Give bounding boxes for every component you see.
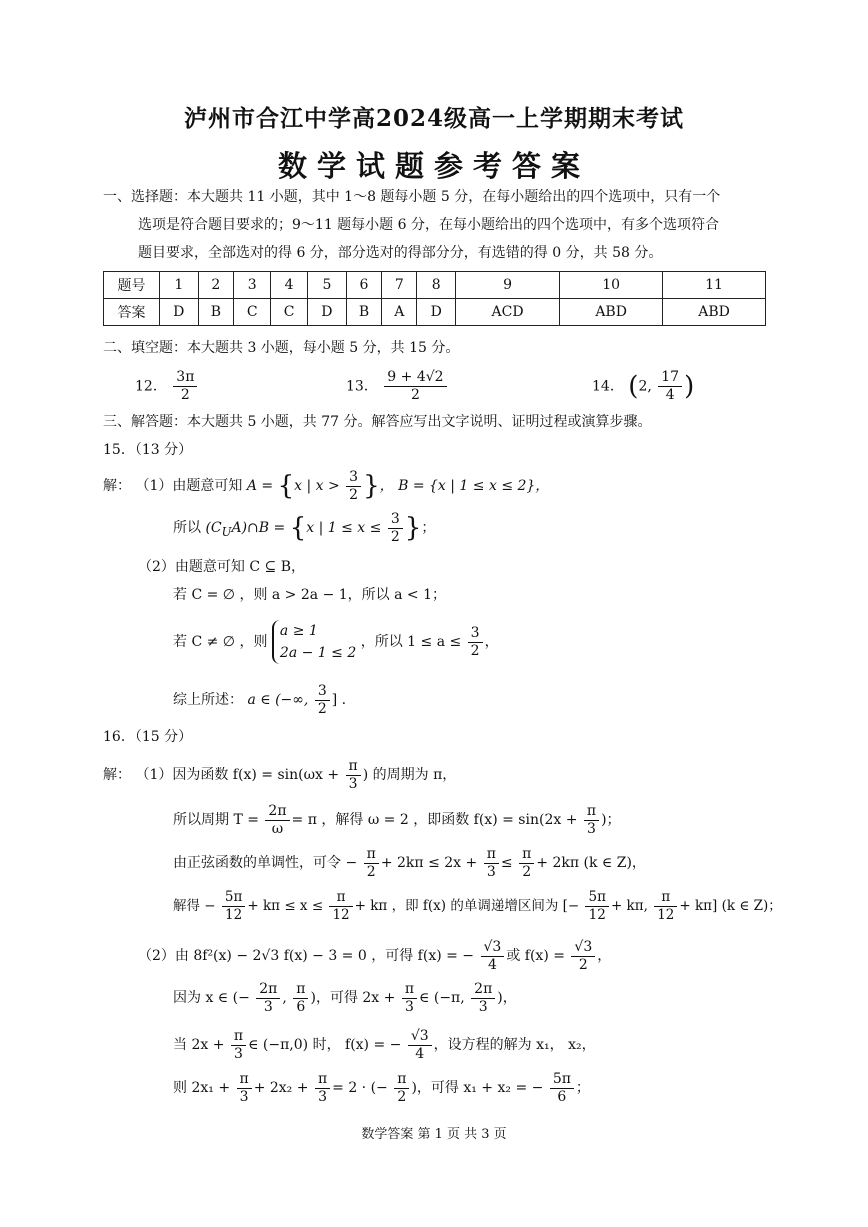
fill-answer-14: 14． (2, $\frac{17}{4}$ ) xyxy=(592,369,695,403)
table-cell: C xyxy=(271,299,308,326)
q15-p1-text: （1）由题意可知 xyxy=(135,478,243,494)
table-row-numbers xyxy=(104,272,766,299)
q16-fraction: $\frac{\pi}{3}$ xyxy=(315,1071,330,1106)
q15-fraction: $\frac{3}{2}$ xyxy=(388,511,403,546)
page-footer: 数学答案 第 1 页 共 3 页 xyxy=(361,1127,507,1142)
fill-answer-12 xyxy=(135,369,199,404)
section3-heading: 三、解答题：本大题共 5 小题，共 77 分。解答应写出文字说明、证明过程或演算步骤。 xyxy=(103,414,652,430)
q16-line2: 所以周期 T = $\frac{2\pi}{\omega}$ = π ，解得 ω = 2 ，即函数 f(x) = sin(2x + $\frac{\pi}{3}$ )； xyxy=(173,802,621,837)
q16-fraction: $\frac{\pi}{3}$ xyxy=(237,1071,252,1106)
q16-fraction: $\frac{√3}{4}$ xyxy=(408,1028,432,1063)
q15-set-a-label: A = xyxy=(246,478,278,494)
q16-fraction: $\frac{\pi}{3}$ xyxy=(346,758,361,793)
table-cell: 8 xyxy=(417,272,456,299)
q15-part1-result: 所以 $(C_UA)\cap B = \{x$ | 1 ≤ x ≤ $\frac{3}{2}$ }； xyxy=(173,510,436,545)
table-cell: 1 xyxy=(160,272,199,299)
section1-line1: 一、选择题：本大题共 11 小题，其中 1～8 题每小题 5 分，在每小题给出的四个选项中，只有一个 xyxy=(103,189,721,205)
q16-line5: （2）由 8f²(x) − 2√3 f(x) − 3 = 0 ，可得 f(x) = − $\frac{√3}{4}$ 或 f(x) = $\frac{√3}{2}$ ， xyxy=(138,938,612,973)
q15-part1: 解： （1）由题意可知 A = {x | x > $\frac{3}{2}$ }， B = {x | 1 ≤ x ≤ 2}， xyxy=(103,468,550,503)
table-cell: B xyxy=(198,299,234,326)
q16-fraction: $\frac{\pi}{2}$ xyxy=(519,846,534,881)
q15-fraction: $\frac{3}{2}$ xyxy=(315,683,330,718)
table-cell: D xyxy=(160,299,199,326)
q13-label: 13． xyxy=(346,378,378,395)
table-header-label: 题号 xyxy=(104,272,160,299)
section1-line2: 选项是符合题目要求的；9～11 题每小题 6 分，在每小题给出的四个选项中，有多个选项符合 xyxy=(138,217,719,233)
table-cell: 2 xyxy=(198,272,234,299)
solution-marker: 解： xyxy=(103,478,131,494)
table-cell: D xyxy=(417,299,456,326)
q15-set-a: x | x > xyxy=(294,478,340,494)
q15-case2: 若 C ≠ ∅ ，则 a ≥ 1 2a − 1 ≤ 2 ，所以 1 ≤ a ≤ $\frac{3}{2}$ ， xyxy=(173,620,499,664)
q16-fraction: $\frac{√3}{2}$ xyxy=(571,939,595,974)
table-cell: A xyxy=(382,299,417,326)
table-cell: 7 xyxy=(382,272,417,299)
table-cell: 3 xyxy=(234,272,271,299)
q15-case1: 若 C = ∅ ，则 a > 2a − 1，所以 a < 1； xyxy=(173,587,446,603)
table-cell: ACD xyxy=(455,299,559,326)
table-cell: 4 xyxy=(271,272,308,299)
q16-fraction: $\frac{\pi}{3}$ xyxy=(584,803,599,838)
q14-label: 14． xyxy=(592,378,624,395)
table-row-answers xyxy=(104,299,766,326)
table-cell: ABD xyxy=(663,299,766,326)
exam-subtitle: 数学试题参考答案 xyxy=(277,149,590,183)
q15-fraction: $\frac{3}{2}$ xyxy=(468,625,483,660)
q14-fraction: $\frac{17}{4}$ xyxy=(658,369,682,404)
section1-line3: 题目要求，全部选对的得 6 分，部分选对的得部分分，有选错的得 0 分，共 58 分。 xyxy=(138,245,663,261)
q15-label: 15．（13 分） xyxy=(103,442,193,458)
q16-line6: 因为 x ∈ (− $\frac{2\pi}{3}$ , $\frac{\pi}{6}$ )，可得 2x + $\frac{\pi}{3}$ ∈ (−π, $\frac{2\pi}{3}$ )， xyxy=(173,980,517,1015)
table-cell: 9 xyxy=(455,272,559,299)
q16-fraction: $\frac{\pi}{3}$ xyxy=(484,846,499,881)
q15-system: a ≥ 1 2a − 1 ≤ 2 xyxy=(272,620,356,664)
table-cell: C xyxy=(234,299,271,326)
q16-line7: 当 2x + $\frac{\pi}{3}$ ∈ (−π,0) 时， f(x) = − $\frac{√3}{4}$ ，设方程的解为 x₁， x₂， xyxy=(173,1027,596,1062)
table-cell: B xyxy=(346,299,382,326)
exam-title: 泸州市合江中学高2024级高一上学期期末考试 xyxy=(183,105,684,132)
section2-heading: 二、填空题：本大题共 3 小题，每小题 5 分，共 15 分。 xyxy=(103,340,460,356)
q16-fraction: $\frac{5\pi}{12}$ xyxy=(585,889,608,924)
q15-case2-result: ，所以 1 ≤ a ≤ xyxy=(360,634,462,650)
q16-fraction: $\frac{2\pi}{\omega}$ xyxy=(265,803,289,838)
q15-p2-text: 所以 xyxy=(173,520,201,536)
q16-line3: 由正弦函数的单调性，可令 − $\frac{\pi}{2}$ + 2kπ ≤ 2x + $\frac{\pi}{3}$ ≤ $\frac{\pi}{2}$ + 2kπ (k ∈ Z)， xyxy=(173,845,646,880)
q12-fraction: $\frac{3\pi}{2}$ xyxy=(173,369,197,404)
q16-fraction: $\frac{2\pi}{3}$ xyxy=(256,981,280,1016)
q16-fraction: $\frac{\pi}{2}$ xyxy=(364,846,379,881)
q16-fraction: $\frac{\pi}{12}$ xyxy=(654,889,677,924)
answer-table xyxy=(103,271,766,326)
q16-fraction: $\frac{\pi}{12}$ xyxy=(329,889,352,924)
table-cell: 10 xyxy=(560,272,663,299)
q16-fraction: $\frac{2\pi}{3}$ xyxy=(471,981,495,1016)
fill-answer-13 xyxy=(346,369,449,404)
q16-line8: 则 2x₁ + $\frac{\pi}{3}$ + 2x₂ + $\frac{\pi}{3}$ = 2 · (− $\frac{\pi}{2}$ )，可得 x₁ + x₂ = − $\frac{5\pi}{6}$ ； xyxy=(173,1070,590,1105)
q16-fraction: $\frac{\pi}{2}$ xyxy=(394,1071,409,1106)
q15-fraction: $\frac{3}{2}$ xyxy=(346,469,361,504)
table-answer-label: 答案 xyxy=(104,299,160,326)
q15-conclusion-text: 综上所述： xyxy=(173,692,243,708)
q15-part2: （2）由题意可知 C ⊆ B， xyxy=(138,559,305,575)
q16-fraction: $\frac{5\pi}{12}$ xyxy=(222,889,245,924)
q16-fraction: $\frac{5\pi}{6}$ xyxy=(550,1071,574,1106)
table-cell: 5 xyxy=(308,272,347,299)
q16-label: 16．（15 分） xyxy=(103,729,193,745)
q14-start: 2, xyxy=(638,378,652,395)
table-cell: D xyxy=(308,299,347,326)
q16-fraction: $\frac{√3}{4}$ xyxy=(481,939,505,974)
q16-line4: 解得 − $\frac{5\pi}{12}$ + kπ ≤ x ≤ $\frac{\pi}{12}$ + kπ ，即 f(x) 的单调递增区间为 [− $\frac{5\pi}{12}$ + kπ, $\frac{\pi}{12}$ + kπ] (k ∈ Z)； xyxy=(173,889,782,923)
table-cell: 11 xyxy=(663,272,766,299)
q13-fraction: $\frac{9 + 4√2}{2}$ xyxy=(384,369,446,404)
solution-marker: 解： xyxy=(103,767,131,783)
q15-case2-text: 若 C ≠ ∅ ，则 xyxy=(173,634,268,650)
q16-line1: 解： （1）因为函数 f(x) = sin(ωx + $\frac{\pi}{3}$ ) 的周期为 π， xyxy=(103,757,457,792)
q12-label: 12． xyxy=(135,378,167,395)
q16-fraction: $\frac{\pi}{3}$ xyxy=(231,1028,246,1063)
q15-conclusion: 综上所述： a ∈ (−∞, $\frac{3}{2}$ ] . xyxy=(173,682,347,717)
table-cell: 6 xyxy=(346,272,382,299)
q15-set-b: ， B = {x | 1 ≤ x ≤ 2}， xyxy=(379,478,550,494)
q16-fraction: $\frac{\pi}{6}$ xyxy=(293,981,308,1016)
table-cell: ABD xyxy=(560,299,663,326)
q16-fraction: $\frac{\pi}{3}$ xyxy=(402,981,417,1016)
